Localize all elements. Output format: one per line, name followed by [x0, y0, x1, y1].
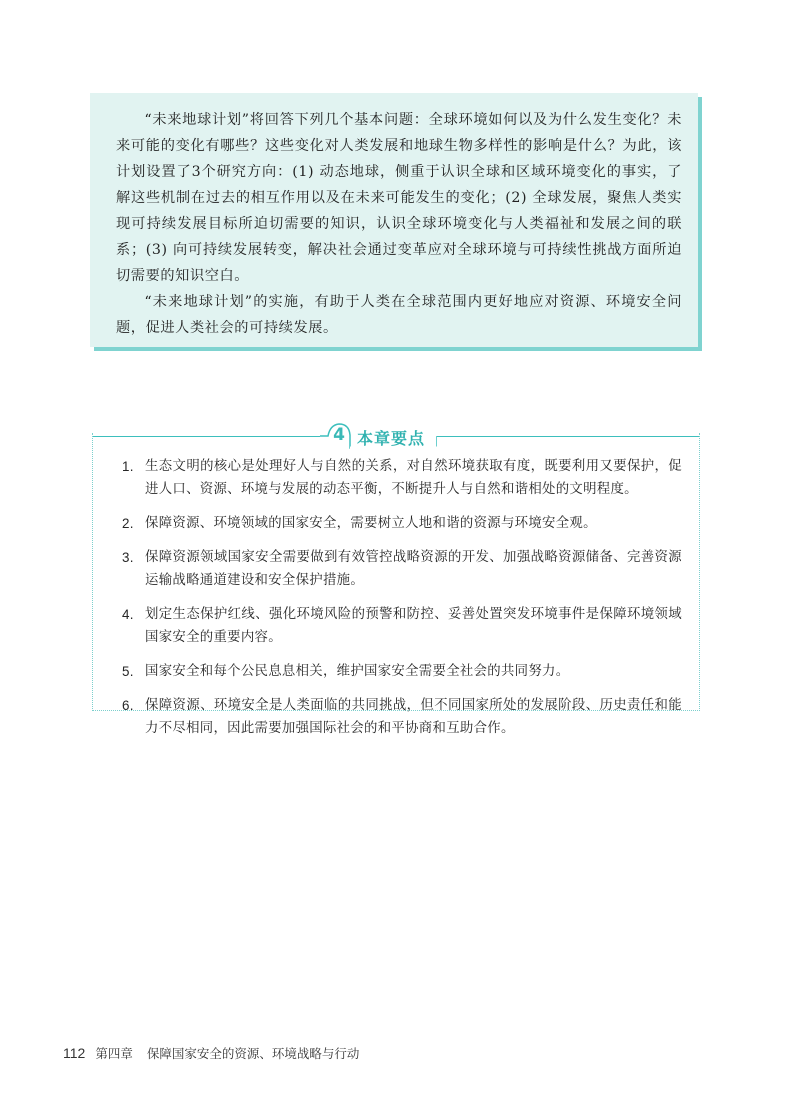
key-point-text: 保障资源、环境安全是人类面临的共同挑战，但不同国家所处的发展阶段、历史责任和能力不尽相同，因此需要加强国际社会的和平协商和互助合作。 [145, 698, 682, 736]
key-point-text: 划定生态保护红线、强化环境风险的预警和防控、妥善处置突发环境事件是保障环境领域国家安全的重要内容。 [145, 607, 682, 645]
key-point-item [122, 660, 682, 683]
page-number: 112 [63, 1045, 86, 1061]
chapter-label: 第四章 [95, 1046, 133, 1061]
key-point-item [122, 546, 682, 592]
key-point-item [122, 512, 682, 535]
key-point-text: 保障资源领域国家安全需要做到有效管控战略资源的开发、加强战略资源储备、完善资源运输战略通道建设和安全保护措施。 [145, 550, 682, 588]
page-footer [63, 1043, 359, 1063]
reading-paragraph-1: “未来地球计划”将回答下列几个基本问题：全球环境如何以及为什么发生变化？未来可能的变化有哪些？这些变化对人类发展和地球生物多样性的影响是什么？为此，该计划设置了3个研究方向：(1) 动态地球，侧重于认识全球和区域环境变化的事实，了解这些机制在过去的相互作用以及在未来可能发生的变化；(2) 全球发展，聚焦人类实现可持续发展目标所迫切需要的知识，认识全球环境变化与人类福祉和发展之间的联系；(3) 向可持续发展转变，解决社会通过变革应对全球环境与可持续性挑战方面所迫切需要的知识空白。 [116, 112, 682, 284]
key-point-item [122, 455, 682, 501]
chapter-title: 保障国家安全的资源、环境战略与行动 [146, 1046, 360, 1061]
reading-box-panel [90, 93, 698, 347]
key-points-list [122, 455, 682, 751]
reading-paragraph-2: “未来地球计划”的实施，有助于人类在全球范围内更好地应对资源、环境安全问题，促进人类社会的可持续发展。 [116, 294, 682, 336]
key-point-number: 6. [122, 698, 134, 713]
chapter-section-number: 4 [333, 425, 345, 445]
key-point-number: 3. [122, 550, 134, 565]
key-point-number: 2. [122, 516, 134, 531]
key-point-number: 4. [122, 607, 134, 622]
reading-box [90, 93, 698, 347]
key-point-item [122, 694, 682, 740]
key-points-title: 本章要点 [357, 429, 426, 448]
key-point-number: 1. [122, 459, 134, 474]
key-point-text: 保障资源、环境领域的国家安全，需要树立人地和谐的资源与环境安全观。 [145, 516, 597, 531]
key-point-text: 生态文明的核心是处理好人与自然的关系，对自然环境获取有度，既要利用又要保护，促进人口、资源、环境与发展的动态平衡，不断提升人与自然和谐相处的文明程度。 [145, 459, 682, 497]
key-point-text: 国家安全和每个公民息息相关，维护国家安全需要全社会的共同努力。 [145, 664, 570, 679]
key-point-number: 5. [122, 664, 134, 679]
key-point-item [122, 603, 682, 649]
